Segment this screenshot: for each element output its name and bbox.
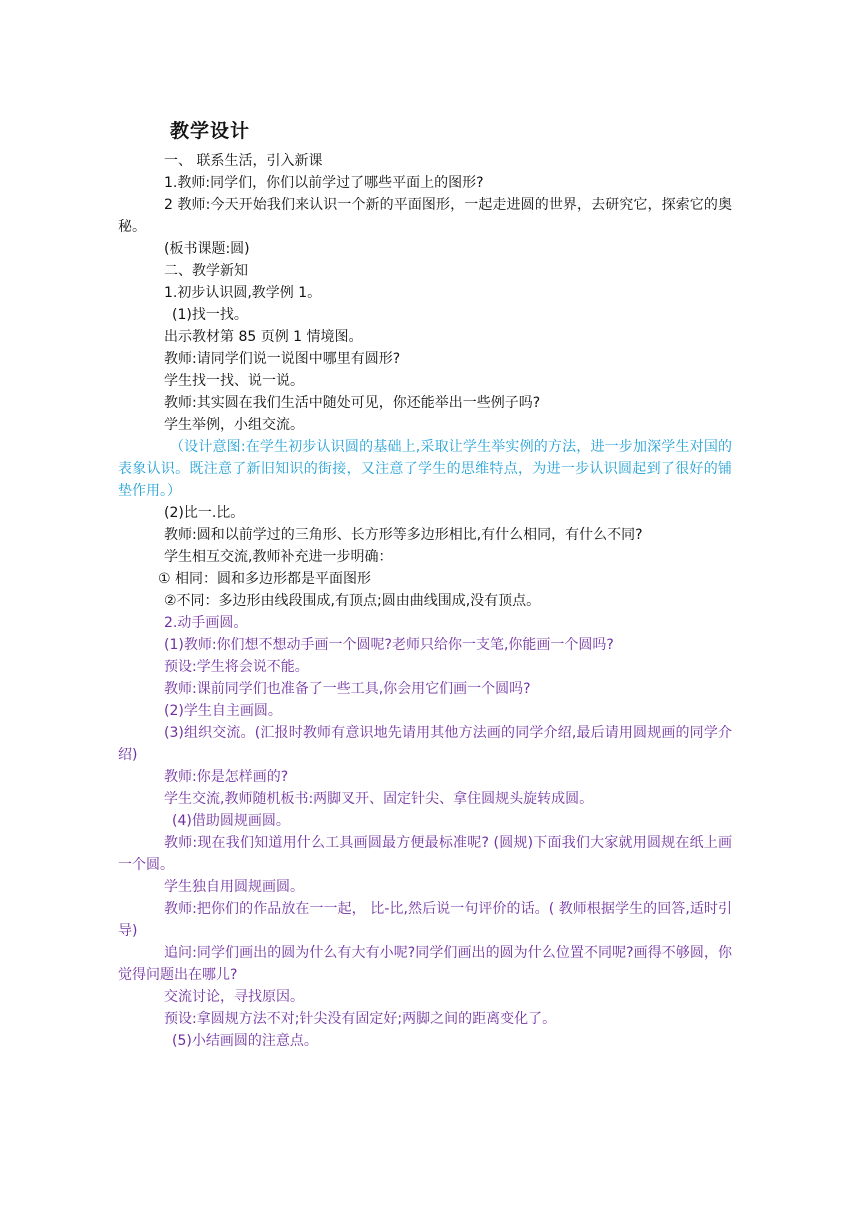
paragraph: (板书课题:圆) [164, 241, 250, 257]
paragraph: 学生找一找、说一说。 [164, 373, 304, 389]
paragraph: (1)教师:你们想不想动手画一个圆呢?老师只给你一支笔,你能画一个圆吗? [164, 637, 614, 653]
paragraph: 出示教材第 85 页例 1 情境图。 [164, 329, 363, 345]
section-heading: 一、 联系生活，引入新课 [164, 153, 323, 169]
paragraph: (2)比一.比。 [164, 505, 245, 521]
paragraph: (5)小结画圆的注意点。 [172, 1033, 318, 1049]
paragraph: 教师:请同学们说一说图中哪里有圆形? [164, 351, 401, 367]
paragraph: 学生交流,教师随机板书:两脚叉开、固定针尖、拿住圆规头旋转成圆。 [164, 791, 594, 807]
paragraph: 交流讨论，寻找原因。 [164, 989, 304, 1005]
paragraph: 2.动手画圆。 [164, 615, 248, 631]
paragraph: 预设:拿圆规方法不对;针尖没有固定好;两脚之间的距离变化了。 [164, 1011, 557, 1027]
paragraph: 学生独自用圆规画圆。 [164, 879, 304, 895]
paragraph: 教师:其实圆在我们生活中随处可见，你还能举出一些例子吗? [164, 395, 541, 411]
list-item: ① 相同：圆和多边形都是平面图形 [158, 571, 372, 587]
list-item: ②不同：多边形由线段围成,有顶点;圆由曲线围成,没有顶点。 [164, 593, 541, 609]
paragraph: 学生举例，小组交流。 [164, 417, 304, 433]
paragraph: 教师:现在我们知道用什么工具画圆最方便最标准呢? (圆规)下面我们大家就用圆规在纸上画一个圆。 [118, 835, 732, 873]
paragraph: 2 教师:今天开始我们来认识一个新的平面图形，一起走进圆的世界，去研究它，探索它的奥秘。 [118, 197, 732, 235]
paragraph: (1)找一找。 [172, 307, 248, 323]
page-title: 教学设计 [170, 120, 251, 142]
paragraph: 教师:把你们的作品放在一一起， 比-比,然后说一句评价的话。( 教师根据学生的回答,适时引导) [118, 901, 732, 939]
paragraph: (2)学生自主画圆。 [164, 703, 282, 719]
section-heading: 二、教学新知 [164, 263, 248, 279]
paragraph: 1.教师:同学们，你们以前学过了哪些平面上的图形? [164, 175, 484, 191]
paragraph: 学生相互交流,教师补充进一步明确： [164, 549, 393, 565]
paragraph: 教师:圆和以前学过的三角形、长方形等多边形相比,有什么相同，有什么不同? [164, 527, 643, 543]
paragraph: (3)组织交流。(汇报时教师有意识地先请用其他方法画的同学介绍,最后请用圆规画的同学介绍) [118, 725, 732, 763]
design-intent-note: （设计意图:在学生初步认识圆的基础上,采取让学生举实例的方法，进一步加深学生对国的表象认识。既注意了新旧知识的街接，又注意了学生的思维特点，为进一步认识圆起到了很好的铺垫作用。） [118, 439, 732, 499]
document-body [118, 150, 732, 1052]
paragraph: 预设:学生将会说不能。 [164, 659, 309, 675]
paragraph: (4)借助圆规画圆。 [172, 813, 290, 829]
paragraph: 教师:课前同学们也准备了一些工具,你会用它们画一个圆吗? [164, 681, 531, 697]
paragraph: 教师:你是怎样画的? [164, 769, 289, 785]
paragraph: 追问:同学们画出的圆为什么有大有小呢?同学们画出的圆为什么位置不同呢?画得不够圆，你觉得问题出在哪儿? [118, 945, 732, 983]
paragraph: 1.初步认识圆,教学例 1。 [164, 285, 322, 301]
